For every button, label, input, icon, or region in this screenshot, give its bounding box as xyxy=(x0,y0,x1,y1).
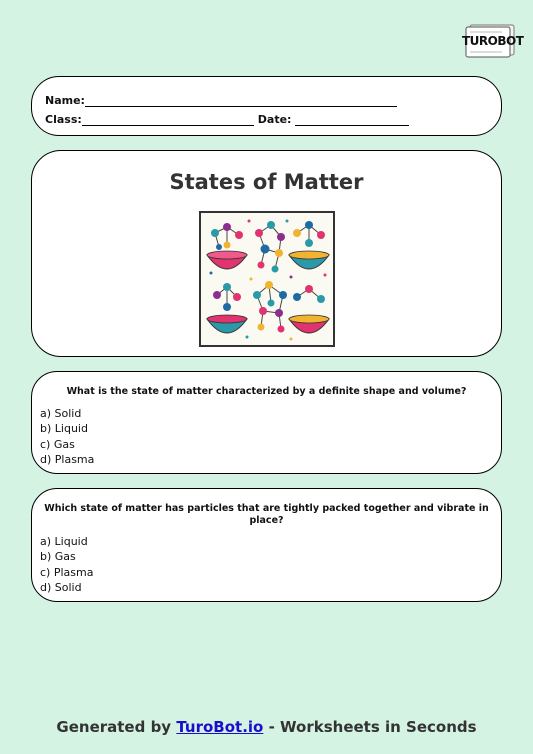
logo-text: TUROBOT xyxy=(462,34,524,48)
name-label: Name: xyxy=(45,94,85,107)
student-info-box xyxy=(31,76,502,136)
name-row xyxy=(45,94,397,107)
answer-option[interactable]: a) Liquid xyxy=(40,535,88,548)
question-text: Which state of matter has particles that are tightly packed together and vibrate in place? xyxy=(44,503,489,526)
footer-prefix: Generated by xyxy=(56,718,172,736)
answer-option[interactable]: b) Liquid xyxy=(40,422,88,436)
turobot-logo xyxy=(462,24,524,58)
answer-option[interactable]: b) Gas xyxy=(40,550,76,564)
worksheet-title: States of Matter xyxy=(169,170,364,194)
molecule-bowls-illustration-icon xyxy=(201,213,333,345)
question-box-1 xyxy=(31,371,502,474)
answer-option[interactable]: c) Plasma xyxy=(40,565,94,579)
class-field[interactable] xyxy=(82,114,254,126)
date-label: Date: xyxy=(257,113,292,126)
footer-suffix: - Worksheets in Seconds xyxy=(268,718,477,736)
class-date-row xyxy=(45,113,409,126)
answer-option[interactable]: c) Gas xyxy=(40,437,75,451)
class-label: Class: xyxy=(45,113,82,126)
question-text: What is the state of matter characterized by a definite shape and volume? xyxy=(66,386,467,397)
answer-options xyxy=(40,534,93,595)
date-field[interactable] xyxy=(295,114,409,126)
name-field[interactable] xyxy=(85,95,397,107)
answer-option[interactable]: a) Solid xyxy=(40,407,82,420)
footer xyxy=(0,718,533,736)
answer-option[interactable]: d) Plasma xyxy=(40,452,95,466)
title-box xyxy=(31,150,502,357)
answer-option[interactable]: d) Solid xyxy=(40,580,82,594)
turobot-link[interactable]: TuroBot.io xyxy=(176,718,264,736)
question-box-2 xyxy=(31,488,502,602)
answer-options xyxy=(40,406,94,467)
states-of-matter-illustration xyxy=(199,211,335,347)
